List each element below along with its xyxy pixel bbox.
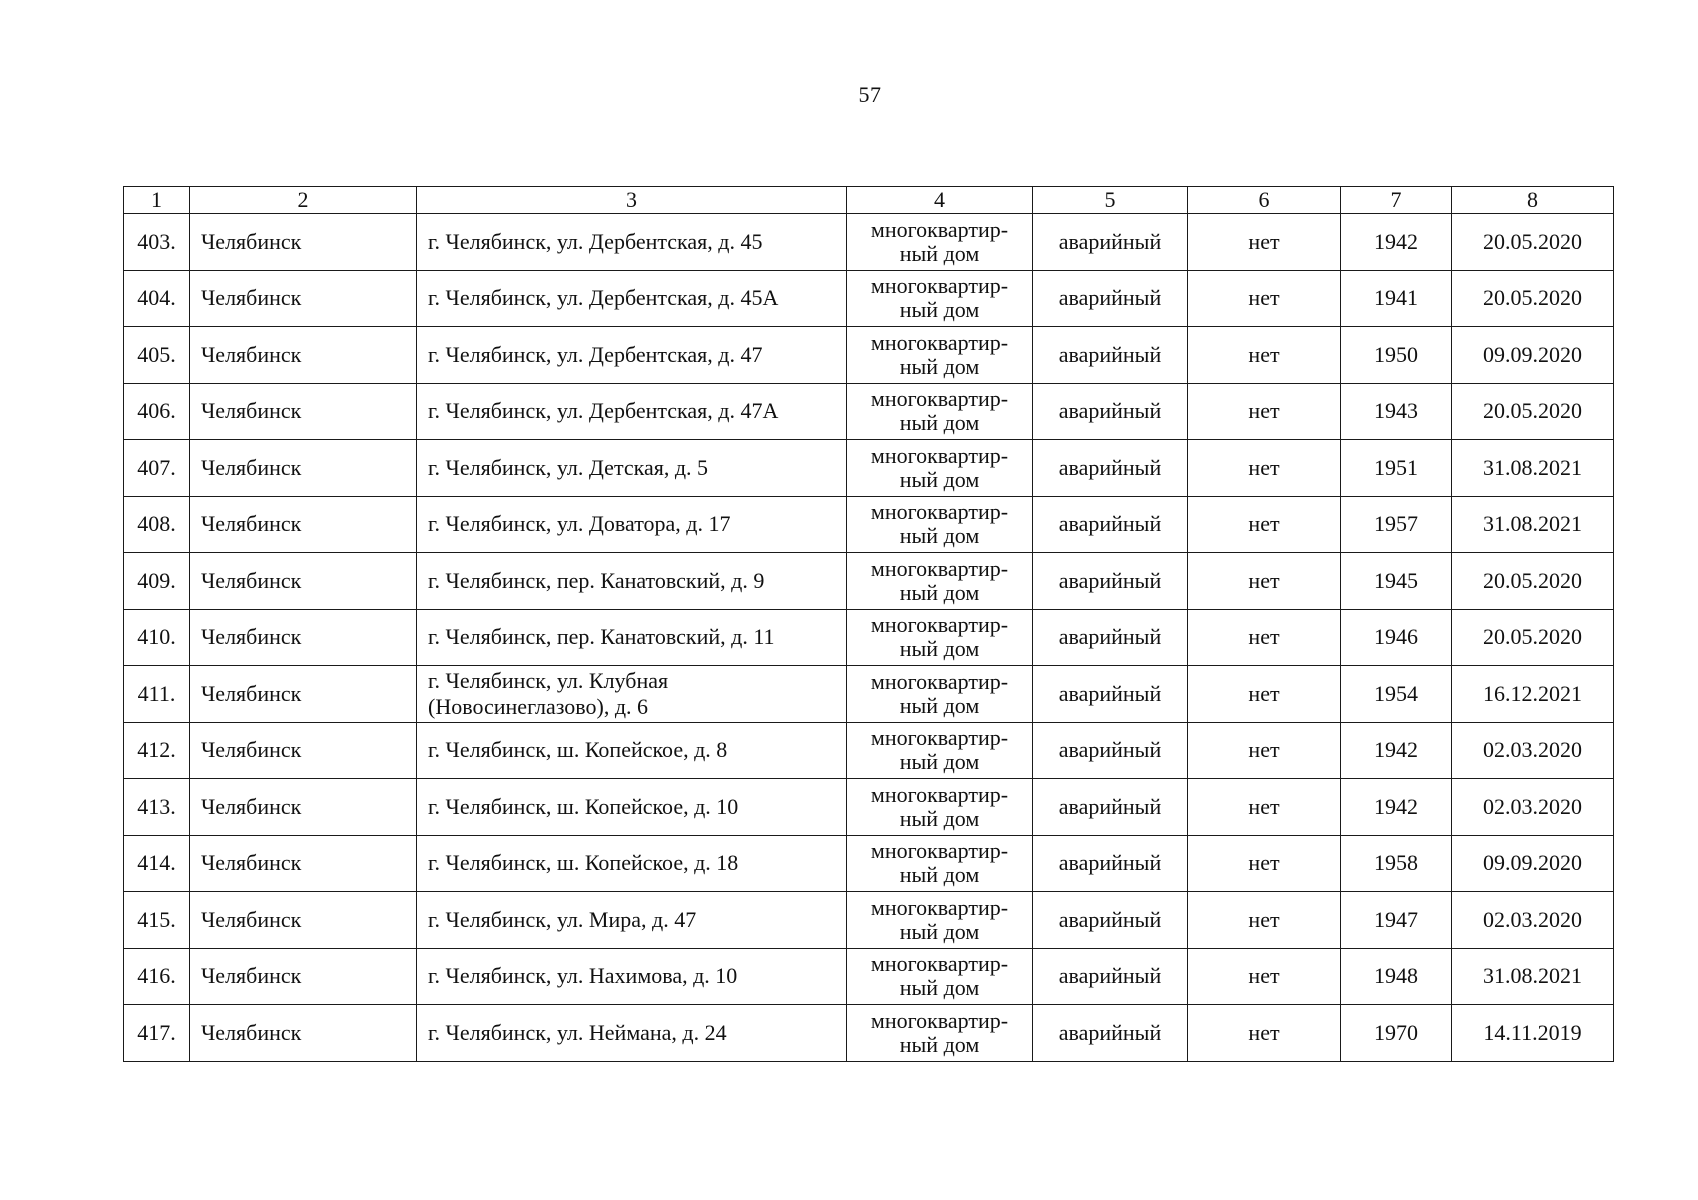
building-type-line: многоквартир-: [870, 725, 1009, 751]
row-number-cell: 404.: [124, 270, 190, 327]
building-type-line: ный дом: [899, 636, 980, 662]
condition-cell: аварийный: [1033, 553, 1188, 610]
table-row: [124, 779, 1614, 836]
date-cell: 16.12.2021: [1452, 666, 1614, 723]
city-cell: Челябинск: [190, 948, 417, 1005]
flag-cell: нет: [1188, 496, 1341, 553]
address-cell: г. Челябинск, пер. Канатовский, д. 9: [417, 553, 847, 610]
address-cell: г. Челябинск, ул. Дербентская, д. 47А: [417, 383, 847, 440]
year-cell: 1942: [1341, 722, 1452, 779]
condition-cell: аварийный: [1033, 1005, 1188, 1062]
year-cell: 1942: [1341, 214, 1452, 271]
building-type-line: многоквартир-: [870, 555, 1009, 581]
address-cell: г. Челябинск, ул. Доватора, д. 17: [417, 496, 847, 553]
year-cell: 1946: [1341, 609, 1452, 666]
city-cell: Челябинск: [190, 892, 417, 949]
flag-cell: нет: [1188, 553, 1341, 610]
building-type-line: ный дом: [899, 862, 980, 888]
building-type-cell: [847, 609, 1033, 666]
city-cell: Челябинск: [190, 383, 417, 440]
city-cell: Челябинск: [190, 722, 417, 779]
building-type-line: ный дом: [899, 240, 980, 266]
address-cell: г. Челябинск, ш. Копейское, д. 8: [417, 722, 847, 779]
condition-cell: аварийный: [1033, 440, 1188, 497]
date-cell: 20.05.2020: [1452, 609, 1614, 666]
date-cell: 31.08.2021: [1452, 440, 1614, 497]
flag-cell: нет: [1188, 327, 1341, 384]
column-number: 7: [1341, 187, 1452, 214]
city-cell: Челябинск: [190, 666, 417, 723]
row-number-cell: 408.: [124, 496, 190, 553]
year-cell: 1943: [1341, 383, 1452, 440]
table-row: [124, 496, 1614, 553]
flag-cell: нет: [1188, 779, 1341, 836]
flag-cell: нет: [1188, 948, 1341, 1005]
building-type-line: многоквартир-: [870, 216, 1009, 242]
flag-cell: нет: [1188, 609, 1341, 666]
flag-cell: нет: [1188, 440, 1341, 497]
flag-cell: нет: [1188, 270, 1341, 327]
building-type-cell: [847, 440, 1033, 497]
year-cell: 1950: [1341, 327, 1452, 384]
building-type-cell: [847, 383, 1033, 440]
condition-cell: аварийный: [1033, 948, 1188, 1005]
address-cell: г. Челябинск, ул. Дербентская, д. 45А: [417, 270, 847, 327]
building-type-line: ный дом: [899, 1031, 980, 1057]
column-number-row: [124, 187, 1614, 214]
date-cell: 09.09.2020: [1452, 835, 1614, 892]
city-cell: Челябинск: [190, 327, 417, 384]
condition-cell: аварийный: [1033, 327, 1188, 384]
building-type-line: ный дом: [899, 410, 980, 436]
building-type-cell: [847, 553, 1033, 610]
building-type-line: ный дом: [899, 805, 980, 831]
condition-cell: аварийный: [1033, 270, 1188, 327]
city-cell: Челябинск: [190, 553, 417, 610]
address-cell: г. Челябинск, ул. Нахимова, д. 10: [417, 948, 847, 1005]
building-type-line: ный дом: [899, 692, 980, 718]
date-cell: 20.05.2020: [1452, 553, 1614, 610]
address-cell: г. Челябинск, пер. Канатовский, д. 11: [417, 609, 847, 666]
year-cell: 1947: [1341, 892, 1452, 949]
table-row: [124, 835, 1614, 892]
building-type-line: многоквартир-: [870, 273, 1009, 299]
table-row: [124, 270, 1614, 327]
row-number-cell: 409.: [124, 553, 190, 610]
row-number-cell: 403.: [124, 214, 190, 271]
building-type-line: многоквартир-: [870, 329, 1009, 355]
city-cell: Челябинск: [190, 779, 417, 836]
address-cell: г. Челябинск, ул. Мира, д. 47: [417, 892, 847, 949]
condition-cell: аварийный: [1033, 722, 1188, 779]
city-cell: Челябинск: [190, 496, 417, 553]
row-number-cell: 411.: [124, 666, 190, 723]
column-number: 3: [417, 187, 847, 214]
year-cell: 1954: [1341, 666, 1452, 723]
building-type-line: многоквартир-: [870, 499, 1009, 525]
building-type-cell: [847, 835, 1033, 892]
building-type-cell: [847, 496, 1033, 553]
page-number: 57: [858, 82, 882, 107]
building-type-cell: [847, 214, 1033, 271]
table-row: [124, 609, 1614, 666]
column-number: 4: [847, 187, 1033, 214]
row-number-cell: 416.: [124, 948, 190, 1005]
address-cell: г. Челябинск, ул. Дербентская, д. 45: [417, 214, 847, 271]
year-cell: 1951: [1341, 440, 1452, 497]
housing-registry-table: [123, 186, 1614, 1062]
date-cell: 31.08.2021: [1452, 496, 1614, 553]
row-number-cell: 415.: [124, 892, 190, 949]
address-cell: г. Челябинск, ул. Неймана, д. 24: [417, 1005, 847, 1062]
table-row: [124, 722, 1614, 779]
date-cell: 20.05.2020: [1452, 270, 1614, 327]
table-row: [124, 383, 1614, 440]
condition-cell: аварийный: [1033, 666, 1188, 723]
year-cell: 1970: [1341, 1005, 1452, 1062]
building-type-line: многоквартир-: [870, 612, 1009, 638]
year-cell: 1958: [1341, 835, 1452, 892]
column-number: 5: [1033, 187, 1188, 214]
building-type-line: многоквартир-: [870, 838, 1009, 864]
condition-cell: аварийный: [1033, 383, 1188, 440]
flag-cell: нет: [1188, 383, 1341, 440]
column-number: 6: [1188, 187, 1341, 214]
date-cell: 14.11.2019: [1452, 1005, 1614, 1062]
table-row: [124, 1005, 1614, 1062]
row-number-cell: 407.: [124, 440, 190, 497]
table-row: [124, 892, 1614, 949]
condition-cell: аварийный: [1033, 496, 1188, 553]
building-type-cell: [847, 722, 1033, 779]
column-number: 2: [190, 187, 417, 214]
condition-cell: аварийный: [1033, 214, 1188, 271]
city-cell: Челябинск: [190, 214, 417, 271]
address-cell: г. Челябинск, ул. Детская, д. 5: [417, 440, 847, 497]
row-number-cell: 410.: [124, 609, 190, 666]
building-type-cell: [847, 666, 1033, 723]
building-type-line: многоквартир-: [870, 668, 1009, 694]
city-cell: Челябинск: [190, 270, 417, 327]
building-type-line: ный дом: [899, 579, 980, 605]
condition-cell: аварийный: [1033, 609, 1188, 666]
building-type-line: многоквартир-: [870, 386, 1009, 412]
table-row: [124, 440, 1614, 497]
building-type-line: многоквартир-: [870, 1007, 1009, 1033]
year-cell: 1941: [1341, 270, 1452, 327]
year-cell: 1942: [1341, 779, 1452, 836]
city-cell: Челябинск: [190, 1005, 417, 1062]
row-number-cell: 405.: [124, 327, 190, 384]
row-number-cell: 414.: [124, 835, 190, 892]
row-number-cell: 412.: [124, 722, 190, 779]
condition-cell: аварийный: [1033, 779, 1188, 836]
building-type-cell: [847, 270, 1033, 327]
building-type-line: ный дом: [899, 523, 980, 549]
date-cell: 20.05.2020: [1452, 383, 1614, 440]
building-type-cell: [847, 948, 1033, 1005]
building-type-line: ный дом: [899, 749, 980, 775]
date-cell: 31.08.2021: [1452, 948, 1614, 1005]
flag-cell: нет: [1188, 892, 1341, 949]
building-type-line: многоквартир-: [870, 894, 1009, 920]
building-type-line: ный дом: [899, 975, 980, 1001]
row-number-cell: 406.: [124, 383, 190, 440]
table-row: [124, 553, 1614, 610]
date-cell: 20.05.2020: [1452, 214, 1614, 271]
flag-cell: нет: [1188, 722, 1341, 779]
condition-cell: аварийный: [1033, 892, 1188, 949]
city-cell: Челябинск: [190, 440, 417, 497]
column-number: 1: [124, 187, 190, 214]
row-number-cell: 413.: [124, 779, 190, 836]
flag-cell: нет: [1188, 214, 1341, 271]
address-cell: г. Челябинск, ул. Клубная (Новосинеглазово), д. 6: [417, 666, 847, 723]
building-type-line: ный дом: [899, 353, 980, 379]
table-row: [124, 214, 1614, 271]
building-type-cell: [847, 1005, 1033, 1062]
address-cell: г. Челябинск, ул. Дербентская, д. 47: [417, 327, 847, 384]
condition-cell: аварийный: [1033, 835, 1188, 892]
building-type-line: многоквартир-: [870, 951, 1009, 977]
building-type-line: многоквартир-: [870, 442, 1009, 468]
address-cell: г. Челябинск, ш. Копейское, д. 18: [417, 835, 847, 892]
building-type-line: ный дом: [899, 466, 980, 492]
table-row: [124, 666, 1614, 723]
flag-cell: нет: [1188, 835, 1341, 892]
building-type-cell: [847, 892, 1033, 949]
flag-cell: нет: [1188, 666, 1341, 723]
table-row: [124, 948, 1614, 1005]
building-type-line: многоквартир-: [870, 781, 1009, 807]
date-cell: 02.03.2020: [1452, 722, 1614, 779]
building-type-line: ный дом: [899, 918, 980, 944]
table-row: [124, 327, 1614, 384]
address-cell: г. Челябинск, ш. Копейское, д. 10: [417, 779, 847, 836]
date-cell: 02.03.2020: [1452, 892, 1614, 949]
year-cell: 1948: [1341, 948, 1452, 1005]
year-cell: 1957: [1341, 496, 1452, 553]
building-type-cell: [847, 327, 1033, 384]
flag-cell: нет: [1188, 1005, 1341, 1062]
city-cell: Челябинск: [190, 609, 417, 666]
date-cell: 02.03.2020: [1452, 779, 1614, 836]
row-number-cell: 417.: [124, 1005, 190, 1062]
year-cell: 1945: [1341, 553, 1452, 610]
date-cell: 09.09.2020: [1452, 327, 1614, 384]
building-type-cell: [847, 779, 1033, 836]
column-number: 8: [1452, 187, 1614, 214]
city-cell: Челябинск: [190, 835, 417, 892]
building-type-line: ный дом: [899, 297, 980, 323]
